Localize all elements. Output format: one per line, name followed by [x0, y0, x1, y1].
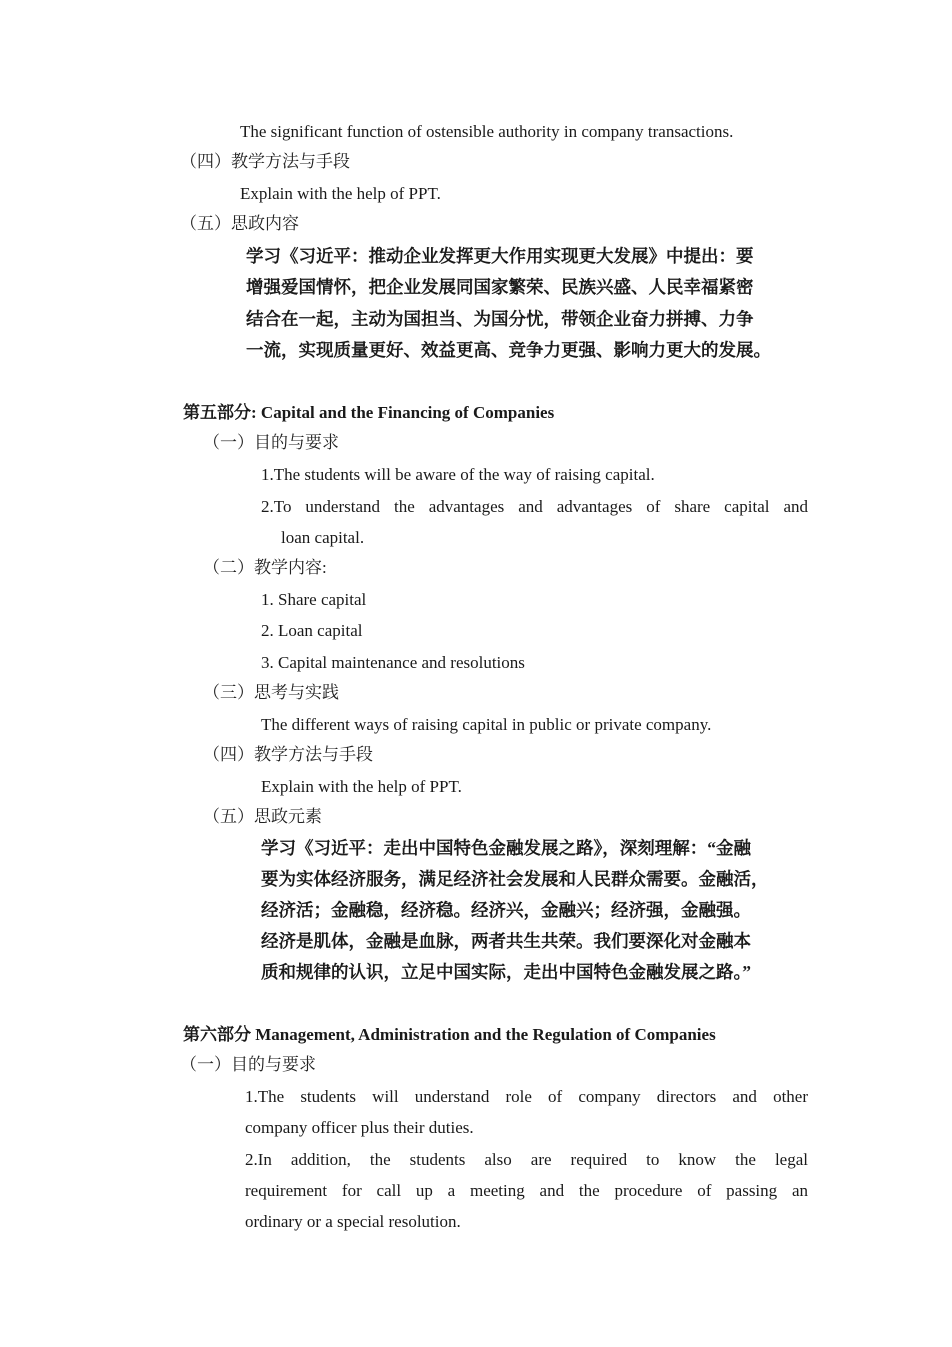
- part5-ideology-line-1: 学习《习近平：走出中国特色金融发展之路》，深刻理解：“金融: [261, 838, 751, 858]
- part4-ideology-line-3: 结合在一起，主动为国担当、为国分忧，带领企业奋力拼搏、力争: [246, 309, 754, 329]
- part4-sec4-text: Explain with the help of PPT.: [240, 184, 441, 203]
- part6-item2-line2: requirement for call up a meeting and the procedure of passing an: [245, 1181, 808, 1200]
- part5-ideology-line-2: 要为实体经济服务，满足经济社会发展和人民群众需要。金融活，: [261, 869, 769, 889]
- part4-ideology-line-1: 学习《习近平：推动企业发挥更大作用实现更大发展》中提出：要: [246, 246, 754, 266]
- part5-sec4-text: Explain with the help of PPT.: [261, 777, 462, 796]
- part5-sec1-item1: 1.The students will be aware of the way of raising capital.: [261, 465, 655, 484]
- part6-item2-line1: 2.In addition, the students also are required to know the legal: [245, 1150, 808, 1169]
- part5-ideology-line-5: 质和规律的认识，立足中国实际，走出中国特色金融发展之路。”: [261, 962, 751, 982]
- part6-item2-line3: ordinary or a special resolution.: [245, 1212, 461, 1231]
- part5-sec2-heading: （二）教学内容:: [203, 558, 327, 577]
- part6-sec1-heading: （一）目的与要求: [180, 1055, 316, 1074]
- part5-sec2-item2: 2. Loan capital: [261, 621, 363, 640]
- part6-item1-line1: 1.The students will understand role of company directors and other: [245, 1087, 808, 1106]
- part5-title: 第五部分: Capital and the Financing of Companies: [183, 403, 555, 422]
- part5-sec3-text: The different ways of raising capital in public or private company.: [261, 715, 712, 734]
- part4-sec4-heading: （四）教学方法与手段: [180, 152, 350, 171]
- part5-sec1-item2-line2: loan capital.: [281, 528, 365, 547]
- part5-sec1-heading: （一）目的与要求: [203, 433, 339, 452]
- part6-item1-line2: company officer plus their duties.: [245, 1118, 474, 1137]
- ostensible-authority-line: The significant function of ostensible authority in company transactions.: [240, 122, 734, 141]
- part5-sec3-heading: （三）思考与实践: [203, 683, 339, 702]
- part4-ideology-line-4: 一流，实现质量更好、效益更高、竞争力更强、影响力更大的发展。: [246, 340, 771, 360]
- part5-sec2-item1: 1. Share capital: [261, 590, 367, 609]
- part5-ideology-line-4: 经济是肌体，金融是血脉，两者共生共荣。我们要深化对金融本: [261, 931, 751, 951]
- part5-ideology-line-3: 经济活；金融稳，经济稳。经济兴，金融兴；经济强，金融强。: [261, 900, 751, 920]
- part5-sec2-item3: 3. Capital maintenance and resolutions: [261, 653, 525, 672]
- part6-title: 第六部分 Management, Administration and the Regulation of Companies: [183, 1025, 716, 1044]
- part4-sec5-heading: （五）思政内容: [180, 214, 299, 233]
- part5-sec1-item2-line1: 2.To understand the advantages and advantages of share capital and: [261, 497, 808, 516]
- part5-sec4-heading: （四）教学方法与手段: [203, 745, 373, 764]
- part4-ideology-line-2: 增强爱国情怀，把企业发展同国家繁荣、民族兴盛、人民幸福紧密: [246, 277, 754, 297]
- part5-sec5-heading: （五）思政元素: [203, 807, 322, 826]
